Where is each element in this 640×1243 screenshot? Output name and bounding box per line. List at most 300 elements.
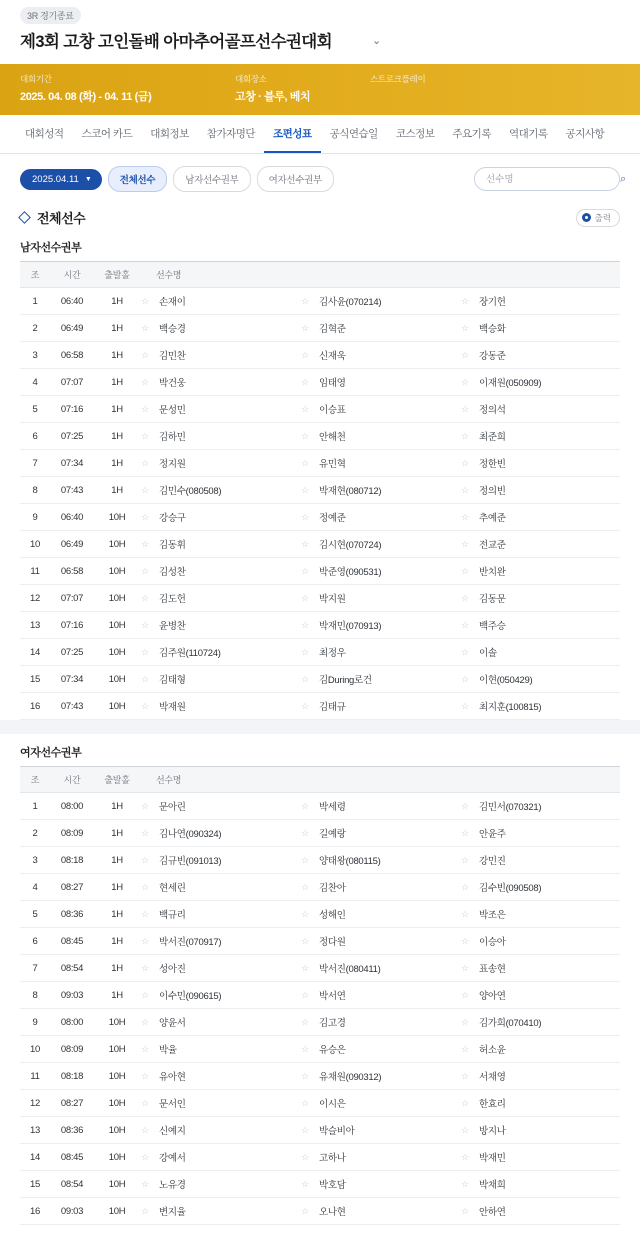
favorite-star-icon[interactable]: ☆ <box>141 935 149 946</box>
favorite-star-icon[interactable]: ☆ <box>141 800 149 811</box>
favorite-star-icon[interactable]: ☆ <box>301 349 309 360</box>
favorite-star-icon[interactable]: ☆ <box>461 1016 469 1027</box>
cell-players <box>140 396 620 423</box>
player-name[interactable]: 박재현(080712) <box>318 486 382 497</box>
player-entry <box>140 483 300 497</box>
favorite-star-icon[interactable]: ☆ <box>301 1205 309 1216</box>
table-row[interactable] <box>20 1063 620 1090</box>
table-row[interactable] <box>20 477 620 504</box>
player-name[interactable]: 방지나 <box>478 1126 506 1137</box>
player-name[interactable]: 전교준 <box>478 540 506 551</box>
favorite-star-icon[interactable]: ☆ <box>141 1070 149 1081</box>
player-entry <box>460 1204 620 1218</box>
tab-3[interactable]: 참가자명단 <box>206 128 256 140</box>
player-name[interactable]: 김규빈(091013) <box>159 856 222 867</box>
cell-group-no: 2 <box>20 820 50 847</box>
table-row[interactable] <box>20 396 620 423</box>
player-name[interactable]: 한효리 <box>478 1099 506 1110</box>
table-row[interactable] <box>20 369 620 396</box>
table-row[interactable] <box>20 342 620 369</box>
player-name[interactable]: 양윤서 <box>159 1018 186 1029</box>
player-name[interactable]: 노유경 <box>159 1180 186 1191</box>
player-name[interactable]: 박조은 <box>478 910 506 921</box>
player-name[interactable]: 정의석 <box>478 405 506 416</box>
section-title: 전체선수 <box>37 211 86 226</box>
favorite-star-icon[interactable]: ☆ <box>301 800 309 811</box>
favorite-star-icon[interactable]: ☆ <box>461 935 469 946</box>
favorite-star-icon[interactable]: ☆ <box>301 538 309 549</box>
cell-players <box>140 955 620 982</box>
tab-4[interactable]: 조편성표 <box>264 115 321 153</box>
favorite-star-icon[interactable]: ☆ <box>301 854 309 865</box>
favorite-star-icon[interactable]: ☆ <box>141 565 149 576</box>
favorite-star-icon[interactable]: ☆ <box>301 700 309 711</box>
favorite-star-icon[interactable]: ☆ <box>141 908 149 919</box>
player-name[interactable]: 임태영 <box>318 378 346 389</box>
player-name[interactable]: 김가희(070410) <box>478 1018 542 1029</box>
tab-2[interactable]: 대회정보 <box>150 128 189 140</box>
favorite-star-icon[interactable]: ☆ <box>301 1097 309 1108</box>
table-row[interactable] <box>20 1090 620 1117</box>
col-header-time: 시간 <box>50 767 94 793</box>
player-name[interactable]: 박율 <box>159 1045 177 1056</box>
player-entry <box>300 1015 460 1029</box>
player-name[interactable]: 김도헌 <box>159 594 186 605</box>
table-row[interactable] <box>20 558 620 585</box>
player-name[interactable]: 김찬아 <box>318 883 346 894</box>
search-icon[interactable]: ⌕ <box>620 172 627 185</box>
favorite-star-icon[interactable]: ☆ <box>301 565 309 576</box>
cell-tee-time: 08:54 <box>50 1171 94 1198</box>
favorite-star-icon[interactable]: ☆ <box>461 908 469 919</box>
favorite-star-icon[interactable]: ☆ <box>461 1151 469 1162</box>
favorite-star-icon[interactable]: ☆ <box>461 295 469 306</box>
player-entry <box>140 672 300 686</box>
player-name[interactable]: 성해인 <box>318 910 346 921</box>
player-name[interactable]: 박지원 <box>318 594 346 605</box>
player-name[interactable]: 문성민 <box>159 405 186 416</box>
favorite-star-icon[interactable]: ☆ <box>141 673 149 684</box>
player-name[interactable]: 윤병찬 <box>159 621 186 632</box>
favorite-star-icon[interactable]: ☆ <box>461 322 469 333</box>
player-name[interactable]: 안해천 <box>318 432 346 443</box>
player-name[interactable]: 김동문 <box>478 594 506 605</box>
player-entry <box>300 934 460 948</box>
favorite-star-icon[interactable]: ☆ <box>141 962 149 973</box>
player-name[interactable]: 강동준 <box>478 351 506 362</box>
favorite-star-icon[interactable]: ☆ <box>141 1205 149 1216</box>
date-filter-value: 2025.04.11 <box>32 173 79 185</box>
table-row[interactable] <box>20 585 620 612</box>
print-button[interactable] <box>576 209 620 227</box>
favorite-star-icon[interactable]: ☆ <box>141 403 149 414</box>
favorite-star-icon[interactable]: ☆ <box>141 538 149 549</box>
favorite-star-icon[interactable]: ☆ <box>141 1151 149 1162</box>
favorite-star-icon[interactable]: ☆ <box>141 349 149 360</box>
player-name[interactable]: 박재원 <box>159 702 186 713</box>
player-name[interactable]: 김수빈(090508) <box>478 883 542 894</box>
player-name[interactable]: 박호담 <box>318 1180 346 1191</box>
player-name[interactable]: 추예준 <box>478 513 506 524</box>
player-entry <box>460 1042 620 1056</box>
favorite-star-icon[interactable]: ☆ <box>301 1070 309 1081</box>
player-entry <box>300 537 460 551</box>
player-name[interactable]: 이수민(090615) <box>159 991 222 1002</box>
favorite-star-icon[interactable]: ☆ <box>461 565 469 576</box>
player-name[interactable]: 박채희 <box>478 1180 506 1191</box>
cell-start-hole: 10H <box>94 639 140 666</box>
player-entry <box>300 618 460 632</box>
cell-group-no: 1 <box>20 793 50 820</box>
info-course-value: 고창 · 블루, 베치 <box>235 91 311 103</box>
player-entry <box>460 799 620 813</box>
favorite-star-icon[interactable]: ☆ <box>301 376 309 387</box>
favorite-star-icon[interactable]: ☆ <box>141 989 149 1000</box>
favorite-star-icon[interactable]: ☆ <box>461 1124 469 1135</box>
favorite-star-icon[interactable]: ☆ <box>301 403 309 414</box>
favorite-star-icon[interactable]: ☆ <box>301 1178 309 1189</box>
division-pill-2[interactable]: 여자선수권부 <box>257 166 334 192</box>
cell-start-hole: 10H <box>94 666 140 693</box>
player-entry <box>140 988 300 1002</box>
player-name[interactable]: 문서인 <box>159 1099 186 1110</box>
player-name[interactable]: 박건웅 <box>159 378 186 389</box>
player-name[interactable]: 김태규 <box>318 702 346 713</box>
favorite-star-icon[interactable]: ☆ <box>141 592 149 603</box>
player-name[interactable]: 김시현(070724) <box>318 540 382 551</box>
favorite-star-icon[interactable]: ☆ <box>461 511 469 522</box>
tab-0[interactable]: 대회성적 <box>25 128 64 140</box>
favorite-star-icon[interactable]: ☆ <box>461 376 469 387</box>
player-name[interactable]: 이승아 <box>478 937 506 948</box>
player-name[interactable]: 정한빈 <box>478 459 506 470</box>
favorite-star-icon[interactable]: ☆ <box>141 881 149 892</box>
favorite-star-icon[interactable]: ☆ <box>301 989 309 1000</box>
favorite-star-icon[interactable]: ☆ <box>141 619 149 630</box>
cell-start-hole: 10H <box>94 504 140 531</box>
player-name[interactable]: 성아진 <box>159 964 186 975</box>
favorite-star-icon[interactable]: ☆ <box>301 1124 309 1135</box>
player-name[interactable]: 김During로건 <box>318 675 372 686</box>
favorite-star-icon[interactable]: ☆ <box>301 962 309 973</box>
tab-1[interactable]: 스코어 카드 <box>81 128 133 140</box>
favorite-star-icon[interactable]: ☆ <box>461 827 469 838</box>
favorite-star-icon[interactable]: ☆ <box>461 1070 469 1081</box>
favorite-star-icon[interactable]: ☆ <box>461 854 469 865</box>
favorite-star-icon[interactable]: ☆ <box>301 484 309 495</box>
player-name[interactable]: 오나현 <box>318 1207 346 1218</box>
player-name[interactable]: 김나연(090324) <box>159 829 222 840</box>
favorite-star-icon[interactable]: ☆ <box>461 1178 469 1189</box>
favorite-star-icon[interactable]: ☆ <box>461 881 469 892</box>
table-row[interactable] <box>20 693 620 720</box>
cell-tee-time: 08:36 <box>50 901 94 928</box>
favorite-star-icon[interactable]: ☆ <box>141 295 149 306</box>
player-entry <box>140 1204 300 1218</box>
favorite-star-icon[interactable]: ☆ <box>461 457 469 468</box>
table-row[interactable] <box>20 504 620 531</box>
player-name[interactable]: 허소윤 <box>478 1045 506 1056</box>
favorite-star-icon[interactable]: ☆ <box>301 1016 309 1027</box>
cell-group-no: 10 <box>20 531 50 558</box>
favorite-star-icon[interactable]: ☆ <box>141 511 149 522</box>
favorite-star-icon[interactable]: ☆ <box>461 646 469 657</box>
player-name[interactable]: 박재민(070913) <box>318 621 382 632</box>
player-name[interactable]: 박슬비아 <box>318 1126 355 1137</box>
favorite-star-icon[interactable]: ☆ <box>301 322 309 333</box>
info-period <box>20 73 235 104</box>
table-row[interactable] <box>20 639 620 666</box>
player-name[interactable]: 박재민 <box>478 1153 506 1164</box>
player-name[interactable]: 김고경 <box>318 1018 346 1029</box>
table-row[interactable] <box>20 1198 620 1225</box>
favorite-star-icon[interactable]: ☆ <box>301 295 309 306</box>
table-row[interactable] <box>20 901 620 928</box>
player-name[interactable]: 백승화 <box>478 324 506 335</box>
tab-9[interactable]: 공지사항 <box>565 128 605 140</box>
section-head <box>0 202 640 229</box>
player-name[interactable]: 서채영 <box>478 1072 506 1083</box>
favorite-star-icon[interactable]: ☆ <box>141 646 149 657</box>
info-period-value: 2025. 04. 08 (화) - 04. 11 (금) <box>20 91 152 103</box>
favorite-star-icon[interactable]: ☆ <box>141 1043 149 1054</box>
player-entry <box>460 1096 620 1110</box>
favorite-star-icon[interactable]: ☆ <box>141 854 149 865</box>
cell-tee-time: 08:00 <box>50 1009 94 1036</box>
favorite-star-icon[interactable]: ☆ <box>301 1043 309 1054</box>
table-row[interactable] <box>20 793 620 820</box>
division-pill-1[interactable]: 남자선수권부 <box>173 166 250 192</box>
favorite-star-icon[interactable]: ☆ <box>301 908 309 919</box>
player-entry <box>140 1015 300 1029</box>
info-course <box>235 73 370 104</box>
player-name[interactable]: 김성찬 <box>159 567 186 578</box>
player-entry <box>300 853 460 867</box>
player-name[interactable]: 이현(050429) <box>478 675 533 686</box>
player-entry <box>140 321 300 335</box>
favorite-star-icon[interactable]: ☆ <box>141 457 149 468</box>
info-format <box>370 73 620 104</box>
table-row[interactable] <box>20 1009 620 1036</box>
favorite-star-icon[interactable]: ☆ <box>461 989 469 1000</box>
player-name[interactable]: 김주원(110724) <box>159 648 221 659</box>
player-name[interactable]: 문아린 <box>159 802 186 813</box>
favorite-star-icon[interactable]: ☆ <box>141 1124 149 1135</box>
favorite-star-icon[interactable]: ☆ <box>301 457 309 468</box>
player-name[interactable]: 최정우 <box>318 648 346 659</box>
tab-8[interactable]: 역대기록 <box>508 128 548 140</box>
player-name[interactable]: 정예준 <box>318 513 346 524</box>
favorite-star-icon[interactable]: ☆ <box>461 1097 469 1108</box>
player-name[interactable]: 양태왕(080115) <box>318 856 381 867</box>
favorite-star-icon[interactable]: ☆ <box>301 935 309 946</box>
player-entry <box>140 961 300 975</box>
favorite-star-icon[interactable]: ☆ <box>461 592 469 603</box>
search-input[interactable] <box>484 173 620 186</box>
player-name[interactable]: 이시은 <box>318 1099 346 1110</box>
table-row[interactable] <box>20 666 620 693</box>
player-name[interactable]: 길예랑 <box>318 829 346 840</box>
player-entry <box>140 645 300 659</box>
favorite-star-icon[interactable]: ☆ <box>141 376 149 387</box>
favorite-star-icon[interactable]: ☆ <box>301 592 309 603</box>
tab-7[interactable]: 주요기록 <box>452 128 491 140</box>
cell-players <box>140 1117 620 1144</box>
player-name[interactable]: 유아현 <box>159 1072 186 1083</box>
table-row[interactable] <box>20 874 620 901</box>
player-entry <box>460 672 620 686</box>
table-row[interactable] <box>20 1036 620 1063</box>
cell-group-no: 10 <box>20 1036 50 1063</box>
player-entry <box>300 564 460 578</box>
player-name[interactable]: 김태형 <box>159 675 186 686</box>
player-name[interactable]: 안윤주 <box>478 829 506 840</box>
table-row[interactable] <box>20 450 620 477</box>
cell-tee-time: 08:36 <box>50 1117 94 1144</box>
favorite-star-icon[interactable]: ☆ <box>141 1178 149 1189</box>
player-name[interactable]: 김민서(070321) <box>478 802 542 813</box>
player-name[interactable]: 최준희 <box>478 432 506 443</box>
favorite-star-icon[interactable]: ☆ <box>461 1043 469 1054</box>
favorite-star-icon[interactable]: ☆ <box>461 619 469 630</box>
tab-5[interactable]: 공식연습일 <box>329 128 378 140</box>
cell-tee-time: 07:34 <box>50 450 94 477</box>
player-name[interactable]: 최지훈(100815) <box>478 702 542 713</box>
table-row[interactable] <box>20 423 620 450</box>
table-row[interactable] <box>20 612 620 639</box>
player-name[interactable]: 강민진 <box>478 856 506 867</box>
table-row[interactable] <box>20 982 620 1009</box>
tab-6[interactable]: 코스정보 <box>395 128 435 140</box>
favorite-star-icon[interactable]: ☆ <box>461 800 469 811</box>
favorite-star-icon[interactable]: ☆ <box>141 322 149 333</box>
player-name[interactable]: 이재원(050909) <box>478 378 542 389</box>
player-name[interactable]: 백규리 <box>159 910 186 921</box>
player-name[interactable]: 현세린 <box>159 883 186 894</box>
chevron-down-icon: ▼ <box>84 175 92 183</box>
player-name[interactable]: 정지원 <box>159 459 186 470</box>
player-name[interactable]: 김사윤(070214) <box>318 297 382 308</box>
table-row[interactable] <box>20 955 620 982</box>
favorite-star-icon[interactable]: ☆ <box>301 646 309 657</box>
table-row[interactable] <box>20 315 620 342</box>
player-name[interactable]: 강승구 <box>159 513 186 524</box>
favorite-star-icon[interactable]: ☆ <box>141 1097 149 1108</box>
cell-group-no: 12 <box>20 1090 50 1117</box>
player-entry <box>460 1177 620 1191</box>
player-name[interactable]: 안하연 <box>478 1207 506 1218</box>
favorite-star-icon[interactable]: ☆ <box>301 1151 309 1162</box>
player-name[interactable]: 박서진(080411) <box>318 964 381 975</box>
favorite-star-icon[interactable]: ☆ <box>141 484 149 495</box>
player-name[interactable]: 박세령 <box>318 802 346 813</box>
player-name[interactable]: 백주승 <box>478 621 506 632</box>
player-name[interactable]: 유민혁 <box>318 459 346 470</box>
player-name[interactable]: 반치완 <box>478 567 506 578</box>
player-name[interactable]: 백승경 <box>159 324 186 335</box>
favorite-star-icon[interactable]: ☆ <box>461 349 469 360</box>
favorite-star-icon[interactable]: ☆ <box>141 430 149 441</box>
player-name[interactable]: 박서연 <box>318 991 346 1002</box>
table-row[interactable] <box>20 531 620 558</box>
favorite-star-icon[interactable]: ☆ <box>301 430 309 441</box>
favorite-star-icon[interactable]: ☆ <box>301 619 309 630</box>
player-name[interactable]: 고하나 <box>318 1153 346 1164</box>
favorite-star-icon[interactable]: ☆ <box>461 962 469 973</box>
chevron-down-icon[interactable]: ⌄ <box>371 34 382 47</box>
table-row[interactable] <box>20 1171 620 1198</box>
cell-group-no: 3 <box>20 342 50 369</box>
player-name[interactable]: 양아연 <box>478 991 506 1002</box>
favorite-star-icon[interactable]: ☆ <box>141 1016 149 1027</box>
favorite-star-icon[interactable]: ☆ <box>461 403 469 414</box>
favorite-star-icon[interactable]: ☆ <box>301 673 309 684</box>
player-entry <box>460 429 620 443</box>
player-name[interactable]: 김민찬 <box>159 351 186 362</box>
player-entry <box>460 591 620 605</box>
player-name[interactable]: 김동휘 <box>159 540 186 551</box>
player-name[interactable]: 박준영(090531) <box>318 567 382 578</box>
player-name[interactable]: 변지율 <box>159 1207 186 1218</box>
player-name[interactable]: 신재욱 <box>318 351 346 362</box>
favorite-star-icon[interactable]: ☆ <box>301 881 309 892</box>
player-name[interactable]: 박서진(070917) <box>159 937 222 948</box>
favorite-star-icon[interactable]: ☆ <box>301 827 309 838</box>
table-row[interactable] <box>20 928 620 955</box>
player-name[interactable]: 표송현 <box>478 964 506 975</box>
cell-players <box>140 1063 620 1090</box>
player-name[interactable]: 정의빈 <box>478 486 506 497</box>
favorite-star-icon[interactable]: ☆ <box>141 700 149 711</box>
player-name[interactable]: 정다원 <box>318 937 346 948</box>
table-row[interactable] <box>20 820 620 847</box>
table-row[interactable] <box>20 1117 620 1144</box>
player-entry <box>140 591 300 605</box>
favorite-star-icon[interactable]: ☆ <box>141 827 149 838</box>
player-name[interactable]: 이승표 <box>318 405 346 416</box>
favorite-star-icon[interactable]: ☆ <box>461 673 469 684</box>
col-header-jo: 조 <box>20 767 50 793</box>
player-name[interactable]: 손재이 <box>159 297 186 308</box>
division-pill-0[interactable]: 전체선수 <box>108 166 168 192</box>
player-name[interactable]: 김하민 <box>159 432 186 443</box>
cell-tee-time: 06:40 <box>50 288 94 315</box>
table-row[interactable] <box>20 1144 620 1171</box>
favorite-star-icon[interactable]: ☆ <box>461 538 469 549</box>
favorite-star-icon[interactable]: ☆ <box>301 511 309 522</box>
search-box[interactable] <box>474 167 627 191</box>
favorite-star-icon[interactable]: ☆ <box>461 1205 469 1216</box>
player-name[interactable]: 강예서 <box>159 1153 186 1164</box>
player-name[interactable]: 김혁준 <box>318 324 346 335</box>
player-entry <box>140 799 300 813</box>
date-filter-chip[interactable] <box>20 169 102 190</box>
favorite-star-icon[interactable]: ☆ <box>461 484 469 495</box>
table-row[interactable] <box>20 288 620 315</box>
player-name[interactable]: 유채원(090312) <box>318 1072 382 1083</box>
table-row[interactable] <box>20 847 620 874</box>
player-name[interactable]: 유승은 <box>318 1045 346 1056</box>
player-entry <box>140 456 300 470</box>
player-name[interactable]: 김민수(080508) <box>159 486 222 497</box>
favorite-star-icon[interactable]: ☆ <box>461 700 469 711</box>
favorite-star-icon[interactable]: ☆ <box>461 430 469 441</box>
player-entry <box>300 799 460 813</box>
player-name[interactable]: 장기헌 <box>478 297 506 308</box>
player-entry <box>300 1204 460 1218</box>
player-name[interactable]: 이솔 <box>478 648 497 659</box>
player-name[interactable]: 신예지 <box>159 1126 186 1137</box>
